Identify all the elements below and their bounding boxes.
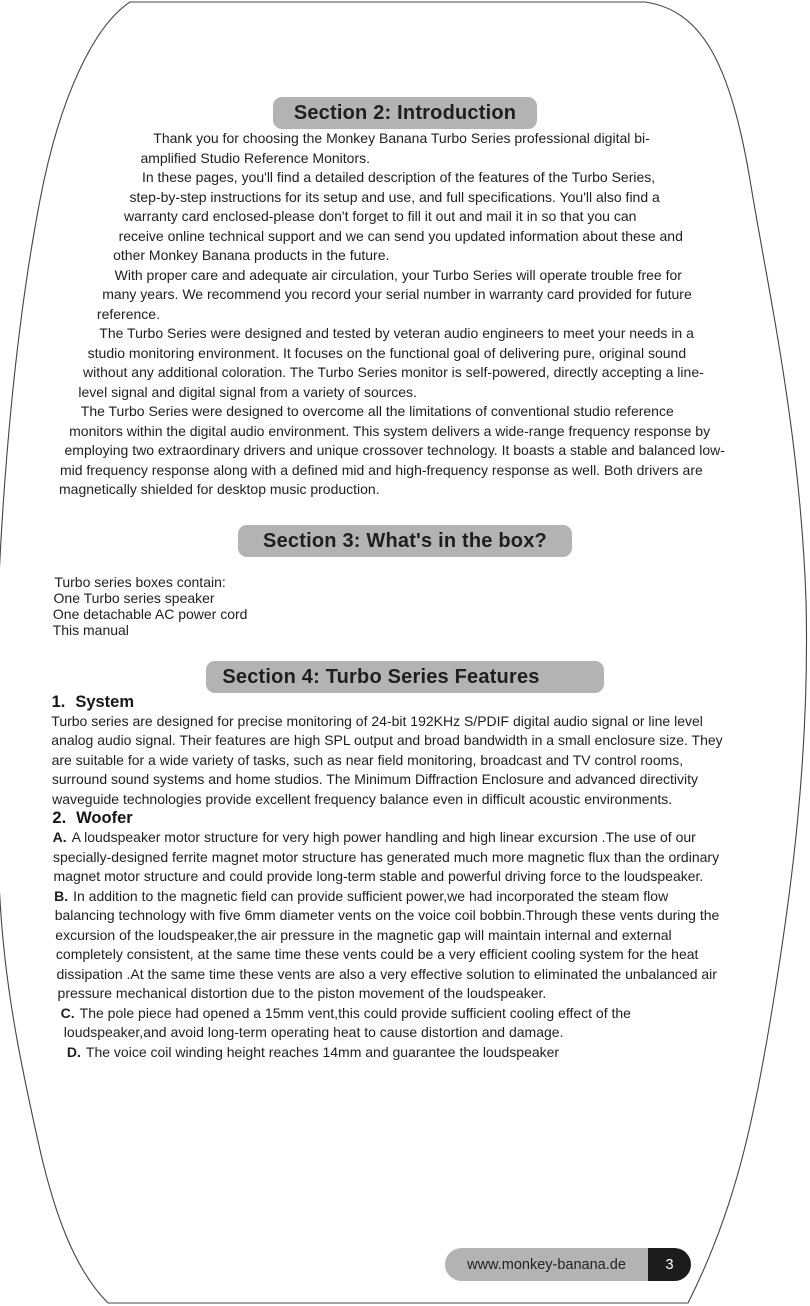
woofer-item-d-text: The voice coil winding height reaches 14mm and guarantee the loudspeaker: [85, 1043, 560, 1060]
woofer-item-c-label: C.: [60, 1004, 75, 1021]
woofer-heading-number: 2.: [52, 809, 67, 827]
box-list-line: One Turbo series speaker: [53, 589, 215, 606]
box-list-line: One detachable AC power cord: [52, 605, 248, 622]
box-list-line: Turbo series boxes contain:: [54, 573, 226, 590]
woofer-item-d-label: D.: [66, 1043, 81, 1060]
system-paragraph: Turbo series are designed for precise monitoring of 24-bit 192KHz S/PDIF digital audio signal or line level analog audio signal. Their features are high SPL output and broad bandwidth in a small enclosure size. They are suitable for a wide variety of tasks, such as near field monitoring, broadcast and TV control rooms, surround sound systems and home studios. The Minimum Diffraction Enclosure and advanced directivity waveguide technologies provide excellent frequency balance even in difficult acoustic environments.: [51, 712, 723, 807]
system-heading-label: System: [75, 692, 135, 711]
woofer-heading-label: Woofer: [76, 809, 133, 827]
woofer-item-a-label: A.: [52, 829, 67, 845]
intro-paragraph-4: The Turbo Series were designed and tested by veteran audio engineers to meet your needs in a studio monitoring environment. It focuses on the functional goal of delivering pure, original sound without any additional coloration. The Turbo Series monitor is self-powered, directly accepting a line-level signal and digital signal from a variety of sources.: [78, 325, 704, 400]
woofer-item-a-text: A loudspeaker motor structure for very high power handling and high linear excursion .The use of our specially-designed ferrite magnet motor structure has generated much more magnetic flux than the ordinary magnet motor structure and could provide long-term stable and powerful driving force to the loudspeaker.: [52, 829, 720, 884]
box-list-line: This manual: [52, 621, 129, 638]
footer-website-url: www.monkey-banana.de: [445, 1248, 648, 1281]
woofer-item-b-label: B.: [54, 887, 69, 904]
woofer-item-c-text: The pole piece had opened a 15mm vent,this could provide sufficient cooling effect of the loudspeaker,and avoid long-term operating heat to cause distortion and damage.: [63, 1004, 631, 1040]
section-2-header: Section 2: Introduction: [273, 97, 537, 129]
intro-paragraph-1: Thank you for choosing the Monkey Banana Turbo Series professional digital bi-amplified Studio Reference Monitors.: [140, 130, 650, 166]
intro-paragraph-2: In these pages, you'll find a detailed description of the features of the Turbo Series, step-by-step instructions for its setup and use, and full specifications. You'll also find a warranty card enclosed-please don't forget to fill it out and mail it in so that you can receive online technical support and we can send you updated information about these and other Monkey Banana products in the future.: [113, 169, 683, 263]
section-4-header: Section 4: Turbo Series Features: [206, 661, 603, 693]
woofer-item-b-text: In addition to the magnetic field can provide sufficient power,we had incorporated the steam flow balancing technology with five 6mm diameter vents on the voice coil bobbin.Through these vents during the excursion of the loudspeaker,the air pressure in the magnetic gap will maintain internal and external completely consistent, at the same time these vents could be a very efficient cooling system for the heat dissipation .At the same time these vents are also a very effective solution to eliminated the unbalanced air pressure mechanical distortion due to the piston movement of the loudspeaker.: [54, 887, 720, 1001]
footer-badge: [445, 1248, 691, 1281]
system-heading-number: 1.: [51, 692, 66, 711]
woofer-item-a: [0, 828, 810, 887]
intro-paragraph-3: With proper care and adequate air circulation, your Turbo Series will operate trouble free for many years. We recommend you record your serial number in warranty card provided for future reference.: [96, 266, 692, 322]
footer-page-number: 3: [648, 1248, 691, 1281]
intro-paragraph-5: The Turbo Series were designed to overcome all the limitations of conventional studio reference monitors within the digital audio environment. This system delivers a wide-range frequency response by employing two extraordinary drivers and unique crossover technology. It boasts a stable and balanced low-mid frequency response along with a defined mid and high-frequency response as well. Both drivers are magnetically shielded for desktop music production.: [59, 403, 725, 497]
section-3-header: Section 3: What's in the box?: [238, 525, 572, 557]
